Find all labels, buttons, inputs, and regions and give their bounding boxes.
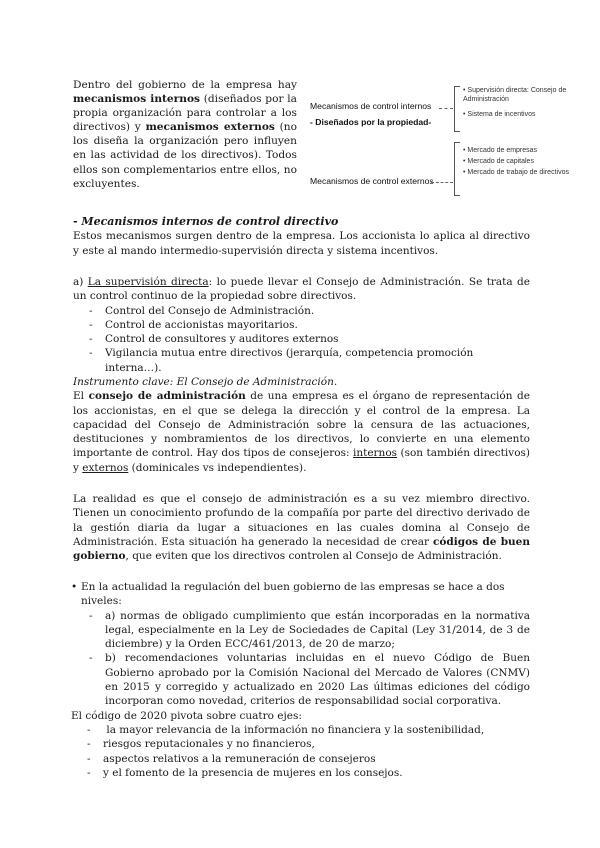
external-mechanisms-label: Mecanismos de control externos [310, 176, 434, 186]
regulation-sub-b: - b) recomendaciones voluntarias incluidas en el nuevo Código de Buen Gobierno aprobado por la Comisión Nacional del Mercado de Valores (CNMV) en 2015 y corregido y actualizado en 2020 Las últimas ediciones del código incorporan como novedad, criterios de responsabilidad social corporativa. [71, 651, 530, 708]
regulation-sub-a: - a) normas de obligado cumplimiento que están incorporadas en la normativa legal, especialmente en la Ley de Sociedades de Capital (Ley 31/2014, de 3 de diciembre) y la Orden ECC/461/2013, de 20 de marzo; [71, 609, 530, 652]
external-item-2: • Mercado de capitales [463, 158, 534, 165]
list-item: - riesgos reputacionales y no financieros, [71, 737, 530, 751]
internal-item-1: • Supervisión directa: Consejo de Administración [463, 87, 567, 103]
list-item: - aspectos relativos a la remuneración de consejeros [71, 752, 530, 766]
internal-mechanisms-label: Mecanismos de control internos [310, 101, 432, 111]
connector-dash [439, 108, 453, 109]
list-item: - la mayor relevancia de la información no financiera y la sostenibilidad, [71, 723, 530, 737]
internal-item-2: • Sistema de incentivos [463, 111, 536, 118]
code-intro: El código de 2020 pivota sobre cuatro ejes: [71, 709, 302, 722]
list-item: - Control del Consejo de Administración. [73, 304, 530, 318]
connector-dash [431, 182, 453, 183]
code-axes-list [71, 723, 530, 780]
list-item: - Control de consultores y auditores externos [73, 332, 530, 346]
external-item-1: • Mercado de empresas [463, 147, 538, 154]
section-paragraph: Estos mecanismos surgen dentro de la empresa. Los accionista lo aplica al directivo y este al mando intermedio-supervisión directa y sistema incentivos. [73, 230, 530, 257]
board-paragraph: El consejo de administración de una empresa es el órgano de representación de los accionistas, en el que se delega la dirección y el control de la empresa. La capacidad del Consejo de Administración sobre la censura de las actuaciones, destituciones y nombramientos de los directivos, lo convierte en una elemento importante de control. Hay dos tipos de consejeros: internos (son también directivos) y externos (dominicales vs independientes). [73, 390, 531, 474]
internal-mechanisms-sublabel: - Diseñados por la propiedad- [310, 117, 432, 127]
external-brace [454, 142, 460, 196]
term-external-mechanisms: mecanismos externos [145, 121, 275, 134]
external-item-3: • Mercado de trabajo de directivos [463, 169, 569, 176]
reality-paragraph: La realidad es que el consejo de administración es a su vez miembro directivo. Tienen un conocimiento profundo de la compañía por parte del directivo derivado de la gestión diaria da lugar a situaciones en las cuales domina al Consejo de Administración. Esta situación ha generado la necesidad de crear códigos de buen gobierno, que eviten que los directivos controlen al Consejo de Administración. [73, 493, 530, 563]
section-heading: - Mecanismos internos de control directivo [73, 215, 339, 228]
list-item: - Control de accionistas mayoritarios. [73, 318, 530, 332]
section-board [73, 375, 530, 475]
section-regulation [71, 580, 530, 780]
direct-supervision-paragraph: a) La supervisión directa: lo puede llevar el Consejo de Administración. Se trata de un control continuo de la propiedad sobre directivos. [73, 276, 530, 303]
list-item: - Vigilancia mutua entre directivos (jerarquía, competencia promoción interna…). [73, 346, 530, 375]
term-internal-mechanisms: mecanismos internos [73, 93, 200, 106]
internal-brace [454, 86, 460, 132]
section-direct-supervision [73, 275, 530, 375]
intro-paragraph: Dentro del gobierno de la empresa hay mecanismos internos (diseñados por la propia organización para controlar a los directivos) y mecanismos externos (no los diseña la organización pero influyen en las actividad de los directivos). Todos ellos son complementarios entre ellos, no excluyentes. [73, 79, 298, 190]
board-heading: Instrumento clave: El Consejo de Administración. [73, 376, 338, 388]
supervision-list [73, 304, 530, 375]
regulation-bullet: • En la actualidad la regulación del buen gobierno de las empresas se hace a dos niveles: [71, 580, 530, 609]
control-mechanisms-diagram [300, 72, 592, 202]
section-internal-mechanisms [73, 215, 530, 258]
list-item: - y el fomento de la presencia de mujeres en los consejos. [71, 766, 530, 780]
